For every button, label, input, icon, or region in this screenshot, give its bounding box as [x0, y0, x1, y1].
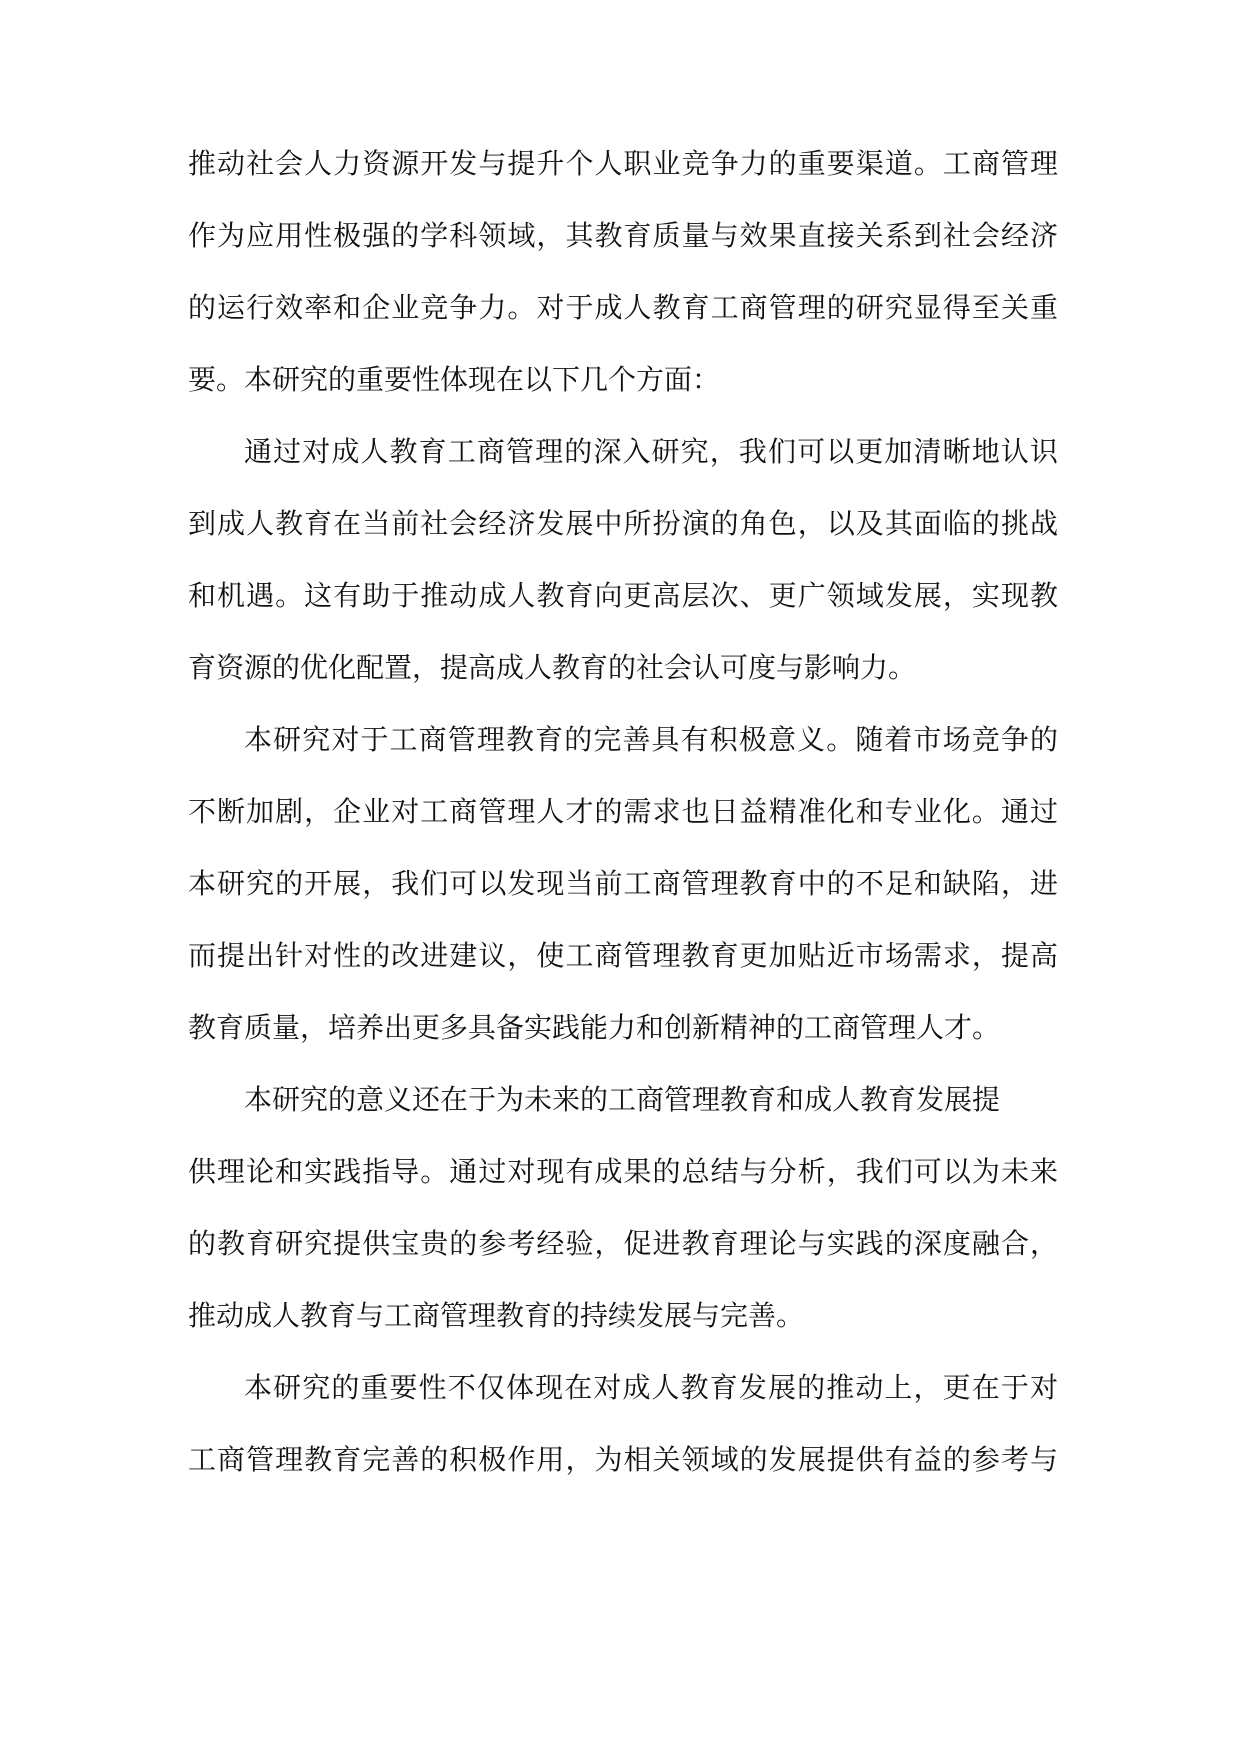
text-line: 和机遇。这有助于推动成人教育向更高层次、更广领域发展，实现教 — [188, 579, 1058, 612]
text-line: 本研究对于工商管理教育的完善具有积极意义。随着市场竞争的 — [244, 723, 1058, 756]
text-line: 本研究的开展，我们可以发现当前工商管理教育中的不足和缺陷，进 — [188, 867, 1058, 900]
text-line: 不断加剧，企业对工商管理人才的需求也日益精准化和专业化。通过 — [188, 795, 1058, 828]
text-line: 作为应用性极强的学科领域，其教育质量与效果直接关系到社会经济 — [188, 219, 1058, 252]
text-line: 教育质量，培养出更多具备实践能力和创新精神的工商管理人才。 — [188, 1011, 1001, 1044]
text-line: 本研究的意义还在于为未来的工商管理教育和成人教育发展提 — [244, 1083, 1001, 1116]
text-line: 的教育研究提供宝贵的参考经验，促进教育理论与实践的深度融合， — [188, 1227, 1058, 1260]
text-line: 供理论和实践指导。通过对现有成果的总结与分析，我们可以为未来 — [188, 1155, 1058, 1188]
text-line: 推动成人教育与工商管理教育的持续发展与完善。 — [188, 1299, 805, 1332]
body-text — [188, 148, 1058, 1516]
text-line: 通过对成人教育工商管理的深入研究，我们可以更加清晰地认识 — [244, 435, 1058, 468]
text-line: 到成人教育在当前社会经济发展中所扮演的角色，以及其面临的挑战 — [188, 507, 1058, 540]
text-line: 推动社会人力资源开发与提升个人职业竞争力的重要渠道。工商管理 — [188, 147, 1058, 180]
text-line: 的运行效率和企业竞争力。对于成人教育工商管理的研究显得至关重 — [188, 291, 1058, 324]
text-line: 而提出针对性的改进建议，使工商管理教育更加贴近市场需求，提高 — [188, 939, 1058, 972]
text-line: 要。本研究的重要性体现在以下几个方面： — [188, 363, 721, 396]
text-line: 本研究的重要性不仅体现在对成人教育发展的推动上，更在于对 — [244, 1371, 1058, 1404]
text-line: 工商管理教育完善的积极作用，为相关领域的发展提供有益的参考与 — [188, 1443, 1058, 1476]
text-line: 育资源的优化配置，提高成人教育的社会认可度与影响力。 — [188, 651, 917, 684]
